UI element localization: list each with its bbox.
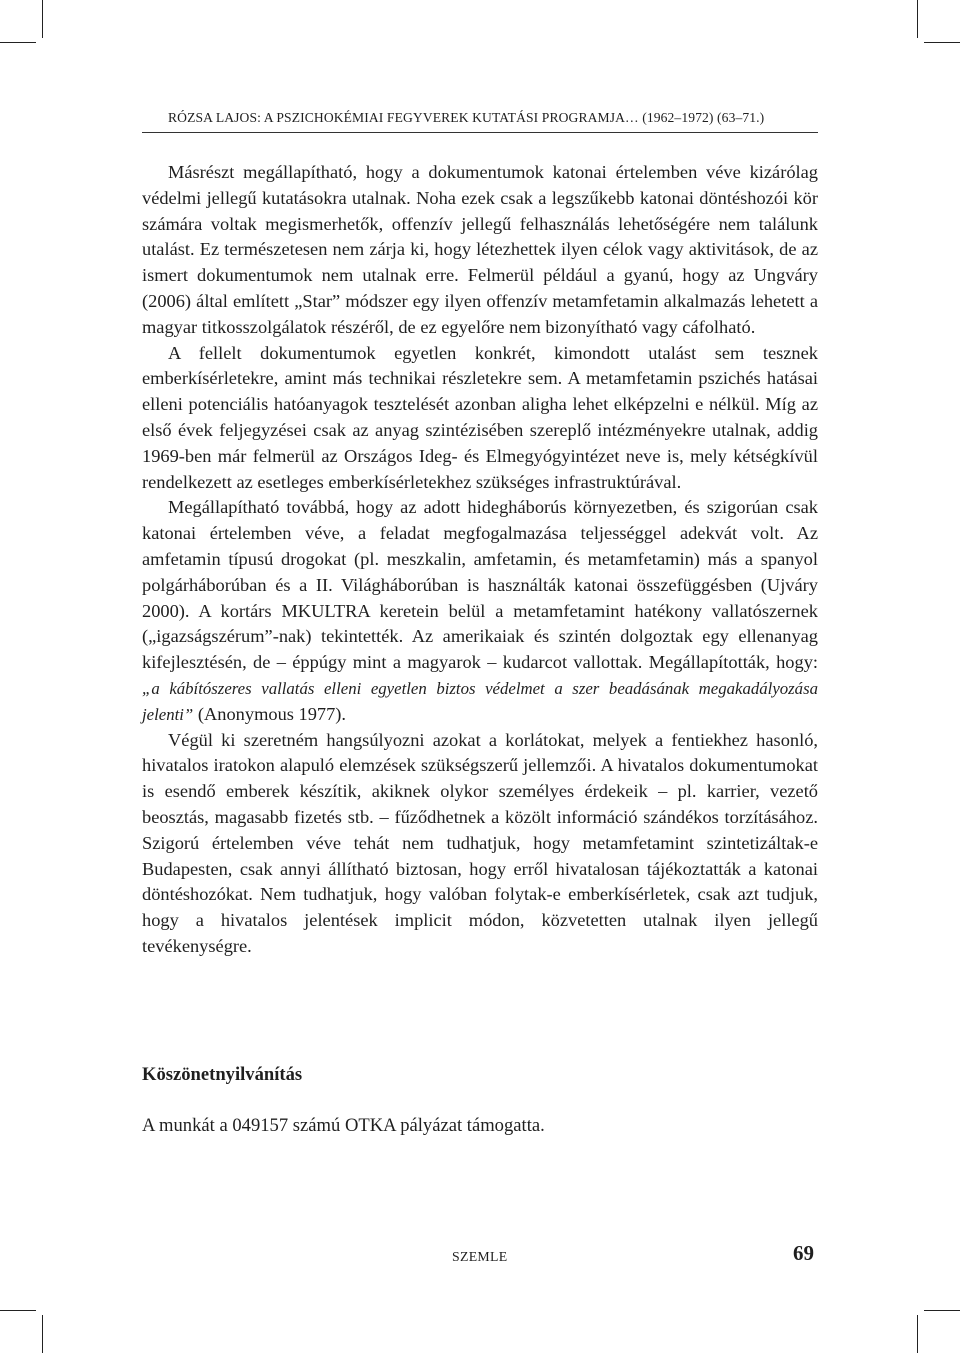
crop-mark — [917, 1315, 918, 1353]
quotation: „a kábítószeres vallatás elleni egyetlen biztos védelmet a szer beadásának megakadályozása jelenti” — [142, 678, 818, 724]
footer-section-label: SZEMLE — [452, 1249, 508, 1264]
acknowledgement-text: A munkát a 049157 számú OTKA pályázat támogatta. — [142, 1115, 545, 1136]
paragraph: A fellelt dokumentumok egyetlen konkrét, kimondott utalást sem tesznek emberkísérletekre, amint más technikai részletekre sem. A metamfetamin pszichés hatásai elleni potenciális hatóanyagok tesztelését azonban aligha lehet elképzelni e nélkül. Míg az első évek feljegyzései csak az anyag szintézisében szereplő intézményekre utalnak, addig 1969-ben már felmerül az Országos Ideg- és Elmegyógyintézet neve is, mely kétségkívül rendelkezett az esetleges emberkísérletekhez szükséges infrastruktúrával. — [142, 342, 818, 492]
crop-mark — [924, 42, 960, 43]
header-rule — [142, 132, 818, 133]
paragraph: Végül ki szeretném hangsúlyozni azokat a korlátokat, melyek a fentiekhez hasonló, hivatalos iratokon alapuló elemzések szükségszerű jellemzői. A hivatalos dokumentumokat is esendő emberek készítik, akiknek olykor személyes érdekeik – pl. karrier, vezető beosztás, magasabb fizetés stb. – fűződhetnek a közölt információ szándékos torzításához. Szigorú értelemben véve tehát nem tudhatjuk, hogy metamfetamint szintetizáltak-e Budapesten, csak annyi állítható biztosan, hogy erről hivatalosan tájékoztatták a katonai döntéshozókat. Nem tudhatjuk, hogy valóban folytak-e emberkísérletek, csak azt tudjuk, hogy a hivatalos jelentések implicit módon, közvetetten utalnak ilyen jellegű tevékenységre. — [142, 729, 818, 956]
crop-mark — [42, 1315, 43, 1353]
running-header: RÓZSA LAJOS: A PSZICHOKÉMIAI FEGYVEREK KUTATÁSI PROGRAMJA… (1962–1972) (63–71.) — [168, 110, 765, 125]
paragraph-text: Megállapítható továbbá, hogy az adott hidegháborús környezetben, és szigorúan csak katonai értelemben véve, a feladat megfogalmazása teljességgel adekvát volt. Az amfetamin típusú drogokat (pl. meszkalin, amfetamin, és metamfetamin) más a spanyol polgárháborúban és a II. Világháborúban is használták katonai összefüggésben (Ujváry 2000). A kortárs MKULTRA keretein belül a metamfetamint hatékony vallatószernek („igazságszérum”-nak) tekintették. Az amerikaiak és szintén dolgoztak egy ellenanyag kifejlesztésén, de – éppúgy mint a magyarok – kudarcot vallottak. Megállapították, hogy: — [142, 497, 818, 673]
article-body — [142, 160, 818, 960]
crop-mark — [42, 0, 43, 38]
crop-mark — [0, 42, 36, 43]
page-number: 69 — [793, 1241, 814, 1265]
paragraph — [142, 495, 818, 727]
paragraph: Másrészt megállapítható, hogy a dokumentumok katonai értelemben véve kizárólag védelmi jellegű kutatásokra utalnak. Noha ezek csak a legszűkebb katonai döntéshozói kör számára voltak megismerhetők, offenzív jellegű felhasználás lehetőségére nem találunk utalást. Ez természetesen nem zárja ki, hogy létezhettek ilyen célok vagy aktivitások, de az ismert dokumentumok nem utalnak erre. Felmerül például a gyanú, hogy az Ungváry (2006) által említett „Star” módszer egy ilyen offenzív metamfetamin alkalmazás lehetett a magyar titkosszolgálatok részéről, de ez egyelőre nem bizonyítható vagy cáfolható. — [142, 162, 818, 337]
citation: (Anonymous 1977). — [193, 703, 347, 724]
crop-mark — [924, 1310, 960, 1311]
crop-mark — [0, 1310, 36, 1311]
acknowledgement-heading: Köszönetnyilvánítás — [142, 1064, 303, 1085]
crop-mark — [917, 0, 918, 38]
